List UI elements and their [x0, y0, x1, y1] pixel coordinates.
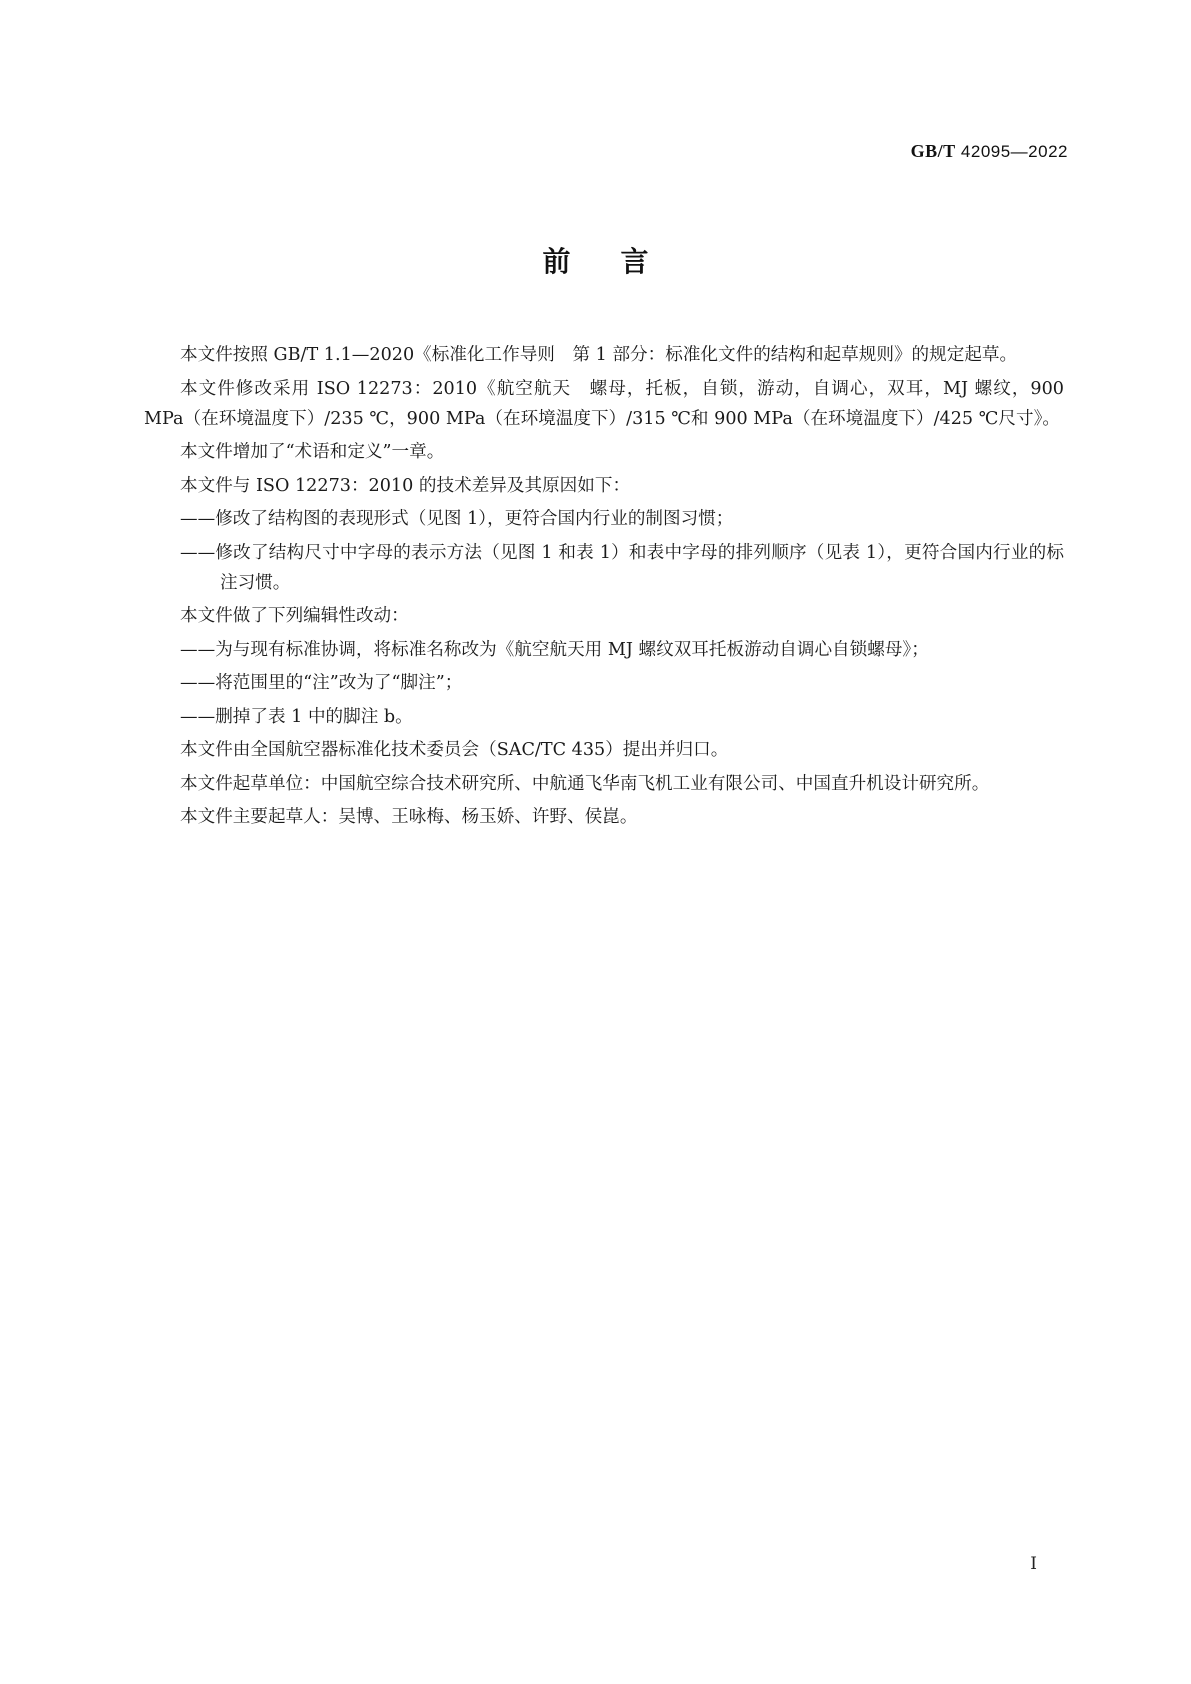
editorial-text: 删掉了表 1 中的脚注 b。: [215, 706, 413, 727]
standard-prefix: GB/T: [910, 141, 956, 161]
paragraph-adoption: 本文件修改采用 ISO 12273：2010《航空航天 螺母，托板，自锁，游动，自调心，双耳，MJ 螺纹，900 MPa（在环境温度下）/235 ℃，900 MPa（在环境温度下）/315 ℃和 900 MPa（在环境温度下）/425 ℃尺寸》。: [144, 378, 1064, 429]
difference-text: 修改了结构尺寸中字母的表示方法（见图 1 和表 1）和表中字母的排列顺序（见表 1），更符合国内行业的标注习惯。: [215, 542, 1064, 593]
list-dash: ——: [180, 509, 216, 529]
paragraph-drafters: 本文件主要起草人：吴博、王咏梅、杨玉娇、许野、侯崑。: [180, 807, 638, 827]
list-dash: ——: [180, 542, 216, 563]
paragraph-drafting-units: 本文件起草单位：中国航空综合技术研究所、中航通飞华南飞机工业有限公司、中国直升机设计研究所。: [180, 773, 990, 794]
paragraph-proposer: 本文件由全国航空器标准化技术委员会（SAC/TC 435）提出并归口。: [180, 740, 729, 760]
paragraph-editorial-intro: 本文件做了下列编辑性改动：: [180, 606, 409, 626]
page-number: I: [1030, 1554, 1037, 1574]
paragraph-added-chapter: 本文件增加了“术语和定义”一章。: [180, 442, 445, 462]
difference-text: 修改了结构图的表现形式（见图 1），更符合国内行业的制图习惯；: [215, 509, 734, 529]
editorial-item: [180, 702, 1064, 732]
list-dash: ——: [180, 673, 216, 693]
standard-code: [911, 141, 1068, 162]
page-title: 前言: [542, 245, 699, 278]
paragraph-differences-intro: 本文件与 ISO 12273：2010 的技术差异及其原因如下：: [180, 475, 631, 496]
document-body: [144, 340, 1064, 836]
paragraph-drafting-rules: 本文件按照 GB/T 1.1—2020《标准化工作导则 第 1 部分：标准化文件的结构和起草规则》的规定起草。: [180, 345, 1018, 365]
standard-number: 42095—2022: [960, 142, 1068, 161]
difference-item: [180, 504, 1064, 534]
editorial-item: [180, 635, 1064, 665]
list-dash: ——: [180, 639, 216, 660]
editorial-text: 将范围里的“注”改为了“脚注”；: [215, 673, 463, 693]
list-dash: ——: [180, 706, 216, 727]
editorial-text: 为与现有标准协调，将标准名称改为《航空航天用 MJ 螺纹双耳托板游动自调心自锁螺母》；: [215, 639, 929, 660]
difference-item: [180, 538, 1064, 598]
editorial-item: [180, 668, 1064, 698]
